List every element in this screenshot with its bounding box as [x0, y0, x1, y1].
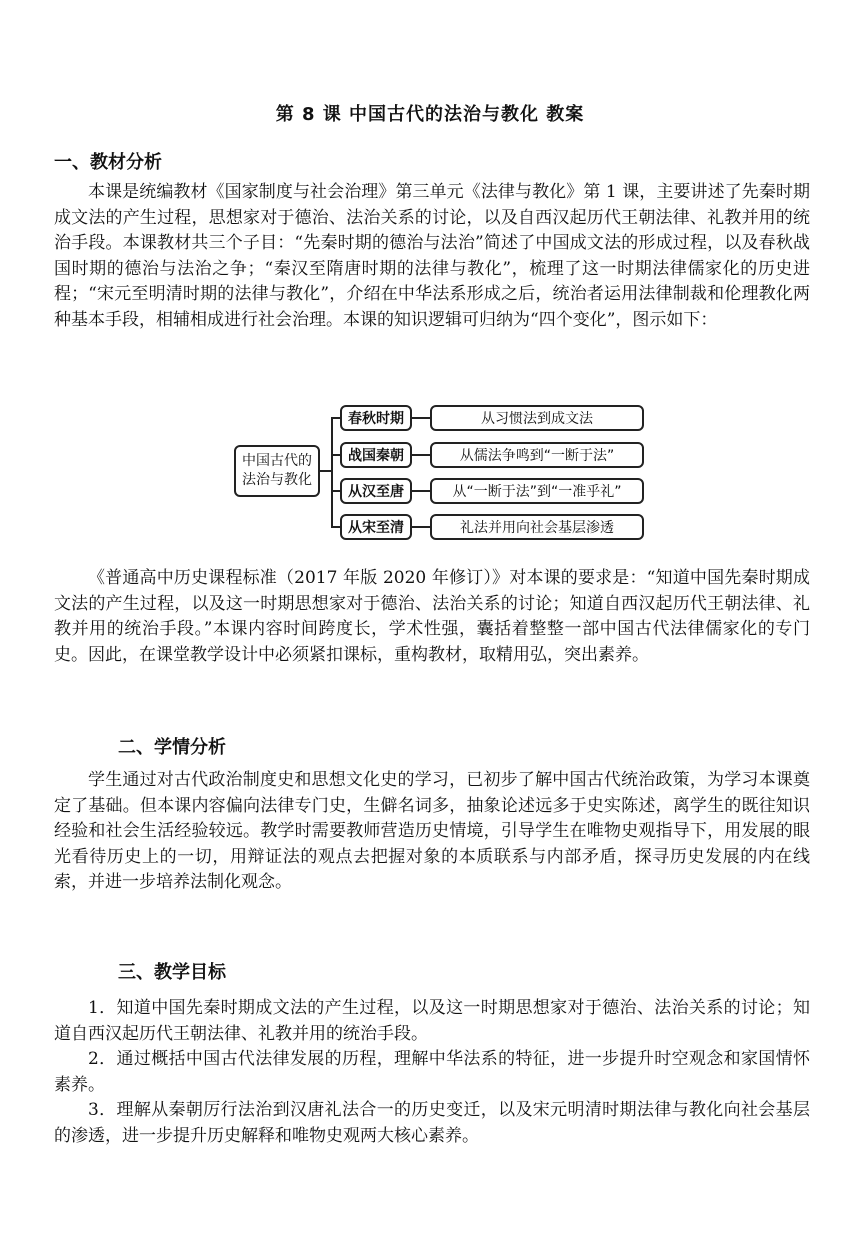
lesson-title: 第 8 课 中国古代的法治与教化 教案 [275, 104, 585, 125]
section-heading-textbook-analysis: 一、教材分析 [54, 152, 162, 173]
teaching-goal-item: 2．通过概括中国古代法律发展的历程，理解中华法系的特征，进一步提升时空观念和家国情怀素养。 [54, 1049, 810, 1095]
diagram-change-node: 从“一断于法”到“一准乎礼” [430, 478, 644, 504]
teaching-goal-item: 1．知道中国先秦时期成文法的产生过程，以及这一时期思想家对于德治、法治关系的讨论；知道自西汉起历代王朝法律、礼教并用的统治手段。 [54, 998, 810, 1044]
section-heading-student-analysis: 二、学情分析 [118, 737, 226, 758]
diagram-root-node: 中国古代的法治与教化 [234, 445, 320, 497]
diagram-change-node: 从习惯法到成文法 [430, 405, 644, 431]
diagram-era-node: 春秋时期 [340, 405, 412, 431]
section-heading-teaching-goals: 三、教学目标 [118, 962, 226, 983]
textbook-analysis-paragraph: 本课是统编教材《国家制度与社会治理》第三单元《法律与教化》第 1 课，主要讲述了先秦时期成文法的产生过程，思想家对于德治、法治关系的讨论，以及自西汉起历代王朝法律、礼教并用的统治手段。本课教材共三个子目：“先秦时期的德治与法治”简述了中国成文法的形成过程，以及春秋战国时期的德治与法治之争；“秦汉至隋唐时期的法律与教化”，梳理了这一时期法律儒家化的历史进程；“宋元至明清时期的法律与教化”，介绍在中华法系形成之后，统治者运用法律制裁和伦理教化两种基本手段，相辅相成进行社会治理。本课的知识逻辑可归纳为“四个变化”，图示如下： [54, 182, 810, 330]
diagram-change-node: 从儒法争鸣到“一断于法” [430, 442, 644, 468]
curriculum-standard-paragraph: 《普通高中历史课程标准（2017 年版 2020 年修订）》对本课的要求是：“知道中国先秦时期成文法的产生过程，以及这一时期思想家对于德治、法治关系的讨论；知道自西汉起历代王朝法律、礼教并用的统治手段。”本课内容时间跨度长，学术性强，囊括着整整一部中国古代法律儒家化的专门史。因此，在课堂教学设计中必须紧扣课标，重构教材，取精用弘，突出素养。 [54, 568, 810, 665]
diagram-era-node: 从宋至清 [340, 514, 412, 540]
diagram-era-node: 从汉至唐 [340, 478, 412, 504]
diagram-era-node: 战国秦朝 [340, 442, 412, 468]
four-changes-diagram [228, 398, 648, 548]
diagram-change-node: 礼法并用向社会基层渗透 [430, 514, 644, 540]
teaching-goal-item: 3．理解从秦朝厉行法治到汉唐礼法合一的历史变迁，以及宋元明清时期法律与教化向社会基层的渗透，进一步提升历史解释和唯物史观两大核心素养。 [54, 1100, 810, 1146]
student-analysis-paragraph: 学生通过对古代政治制度史和思想文化史的学习，已初步了解中国古代统治政策，为学习本课奠定了基础。但本课内容偏向法律专门史，生僻名词多，抽象论述远多于史实陈述，离学生的既往知识经验和社会生活经验较远。教学时需要教师营造历史情境，引导学生在唯物史观指导下，用发展的眼光看待历史上的一切，用辩证法的观点去把握对象的本质联系与内部矛盾，探寻历史发展的内在线索，并进一步培养法制化观念。 [54, 770, 810, 892]
